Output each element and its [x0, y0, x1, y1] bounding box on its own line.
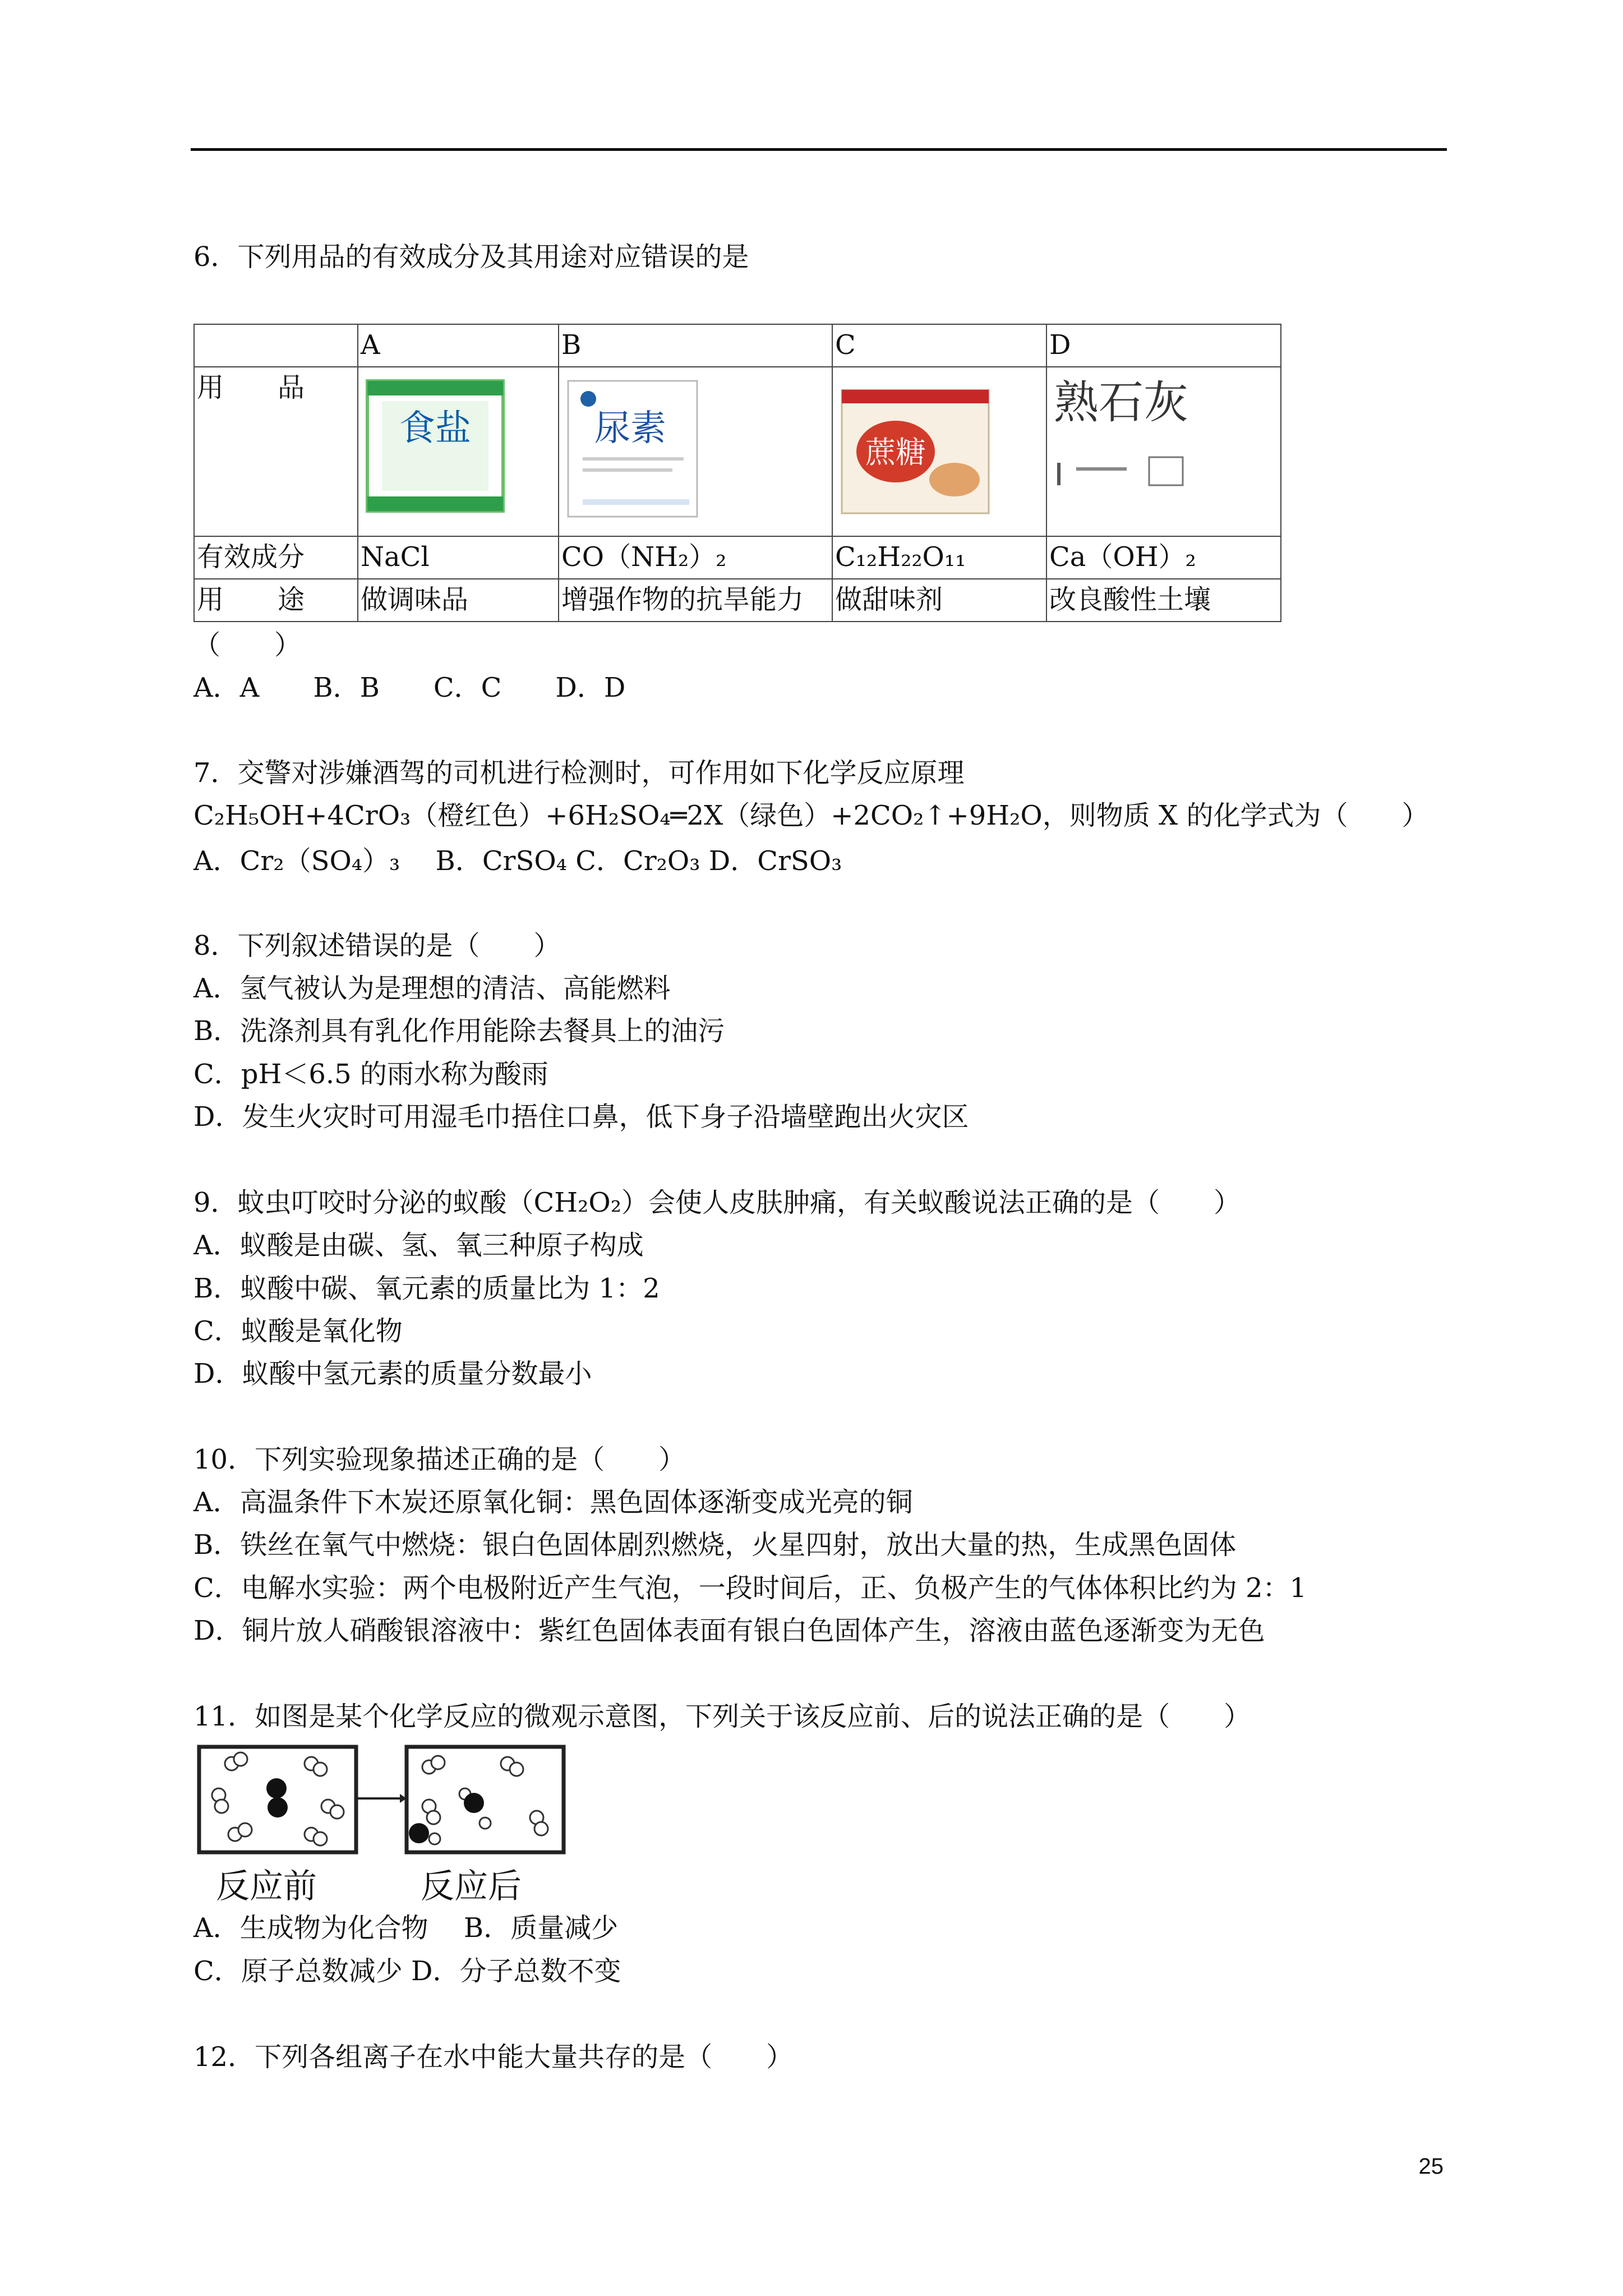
salt-bag-image [365, 379, 505, 513]
q7-stem: 7．交警对涉嫌酒驾的司机进行检测时，可作用如下化学反应原理 [193, 757, 965, 789]
urea-bag-image [566, 379, 712, 519]
q10-option-b: B．铁丝在氧气中燃烧：银白色固体剧烈燃烧，火星四射，放出大量的热，生成黑色固体 [193, 1529, 1237, 1561]
slaked-lime-bag-image [1054, 379, 1222, 519]
q11-options-line1: A．生成物为化合物 B．质量减少 [193, 1912, 619, 1944]
svg-text:尿素: 尿素 [594, 408, 666, 449]
q9-option-c: C．蚁酸是氧化物 [193, 1315, 403, 1347]
svg-text:蔗糖: 蔗糖 [865, 435, 926, 470]
q6-options: A．A B．B C．C D．D [193, 672, 626, 703]
sucrose-box-image [840, 379, 991, 519]
q10-option-a: A．高温条件下木炭还原氧化铜：黑色固体逐渐变成光亮的铜 [193, 1487, 913, 1518]
row-label-component: 有效成分 [194, 536, 358, 579]
product-image-a [358, 367, 559, 536]
component-d: Ca（OH）₂ [1046, 536, 1281, 579]
header-b: B [559, 324, 832, 367]
q9-option-a: A．蚁酸是由碳、氢、氧三种原子构成 [193, 1230, 644, 1261]
q9-option-d: D．蚁酸中氢元素的质量分数最小 [193, 1358, 592, 1389]
q11-reaction-diagram [193, 1745, 575, 1906]
row-label-use: 用 途 [194, 579, 358, 622]
q11-options-line2: C．原子总数减少 D．分子总数不变 [193, 1955, 621, 1987]
q7-equation: C₂H₅OH+4CrO₃（橙红色）+6H₂SO₄═2X（绿色）+2CO₂↑+9H₂O，则物质 X 的化学式为（ ） [193, 800, 1429, 831]
product-image-c [832, 367, 1046, 536]
q9-stem: 9．蚊虫叮咬时分泌的蚁酸（CH₂O₂）会使人皮肤肿痛，有关蚁酸说法正确的是（ ） [193, 1187, 1241, 1218]
q8-option-a: A．氢气被认为是理想的清洁、高能燃料 [193, 973, 671, 1004]
q10-option-c: C．电解水实验：两个电极附近产生气泡，一段时间后，正、负极产生的气体体积比约为 2：1 [193, 1572, 1307, 1604]
component-a: NaCl [358, 536, 559, 579]
q12-stem: 12．下列各组离子在水中能大量共存的是（ ） [193, 2041, 794, 2073]
page-number: 25 [1418, 2154, 1444, 2179]
q11-stem: 11．如图是某个化学反应的微观示意图，下列关于该反应前、后的说法正确的是（ ） [193, 1701, 1251, 1732]
row-label-items: 用 品 [194, 367, 358, 536]
svg-text:食盐: 食盐 [399, 408, 471, 449]
q6-stem: 6．下列用品的有效成分及其用途对应错误的是 [193, 241, 749, 273]
label-after: 反应后 [421, 1867, 522, 1906]
q6-answer-paren: （ ） [193, 629, 302, 661]
header-c: C [832, 324, 1046, 367]
use-a: 做调味品 [358, 579, 559, 622]
use-c: 做甜味剂 [832, 579, 1046, 622]
header-rule [191, 148, 1447, 151]
component-b: CO（NH₂）₂ [559, 536, 832, 579]
q9-option-b: B．蚁酸中碳、氧元素的质量比为 1：2 [193, 1273, 660, 1304]
q8-option-c: C．pH＜6.5 的雨水称为酸雨 [193, 1059, 548, 1090]
product-image-d [1046, 367, 1281, 536]
label-before: 反应前 [216, 1867, 317, 1906]
q10-stem: 10．下列实验现象描述正确的是（ ） [193, 1444, 686, 1475]
header-d: D [1046, 324, 1281, 367]
q8-option-d: D．发生火灾时可用湿毛巾捂住口鼻，低下身子沿墙壁跑出火灾区 [193, 1101, 969, 1133]
header-a: A [358, 324, 559, 367]
q6-table [193, 324, 1281, 622]
q10-option-d: D．铜片放人硝酸银溶液中：紫红色固体表面有银白色固体产生，溶液由蓝色逐渐变为无色 [193, 1615, 1265, 1646]
svg-text:熟石灰: 熟石灰 [1054, 379, 1188, 429]
reaction-micro-diagram [193, 1745, 575, 1857]
component-c: C₁₂H₂₂O₁₁ [832, 536, 1046, 579]
q8-option-b: B．洗涤剂具有乳化作用能除去餐具上的油污 [193, 1015, 725, 1047]
q7-options: A．Cr₂（SO₄）₃ B．CrSO₄ C．Cr₂O₃ D．CrSO₃ [193, 845, 842, 877]
q8-stem: 8．下列叙述错误的是（ ） [193, 930, 561, 961]
use-d: 改良酸性土壤 [1046, 579, 1281, 622]
use-b: 增强作物的抗旱能力 [559, 579, 832, 622]
product-image-b [559, 367, 832, 536]
header-empty [194, 324, 358, 367]
